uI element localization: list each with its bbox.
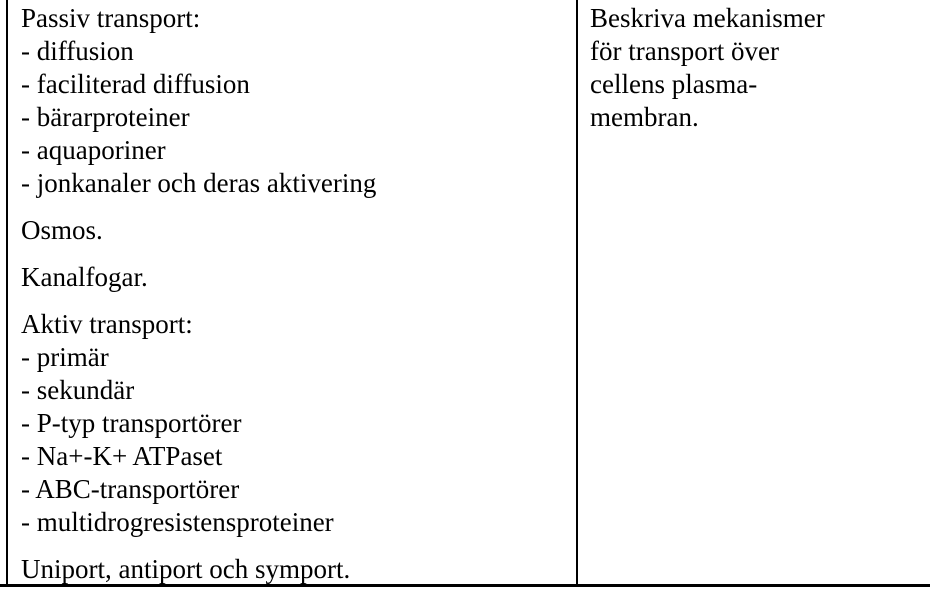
active-transport-paragraph <box>21 308 566 539</box>
text-line: Passiv transport: <box>21 3 201 33</box>
text-line: Aktiv transport: <box>21 309 193 339</box>
text-line: - faciliterad diffusion <box>21 69 250 99</box>
text-line: - jonkanaler och deras aktivering <box>21 168 377 198</box>
table-cell-objective <box>590 2 920 134</box>
text-line: membran. <box>590 102 699 132</box>
text-line: för transport över <box>590 36 779 66</box>
osmos-paragraph <box>21 214 566 247</box>
objective-paragraph <box>590 2 920 134</box>
text-line: - bärarproteiner <box>21 102 190 132</box>
text-line: - aquaporiner <box>21 135 166 165</box>
text-line: - Na+-K+ ATPaset <box>21 441 223 471</box>
text-line: Beskriva mekanismer <box>590 3 825 33</box>
text-line: - ABC-transportörer <box>21 474 240 504</box>
table-cell-topics <box>21 2 566 586</box>
table-column-divider <box>576 0 578 585</box>
kanalfogar-paragraph <box>21 261 566 294</box>
text-line: - multidrogresistensproteiner <box>21 507 334 537</box>
text-line: - primär <box>21 342 109 372</box>
text-line: Kanalfogar. <box>21 262 148 292</box>
text-line: Uniport, antiport och symport. <box>21 554 351 584</box>
text-line: - sekundär <box>21 375 135 405</box>
text-line: - diffusion <box>21 36 134 66</box>
text-line: - P-typ transportörer <box>21 408 242 438</box>
passive-transport-paragraph <box>21 2 566 200</box>
text-line: Osmos. <box>21 215 103 245</box>
text-line: cellens plasma- <box>590 69 758 99</box>
uniport-paragraph <box>21 553 566 586</box>
table-left-border <box>6 0 8 585</box>
